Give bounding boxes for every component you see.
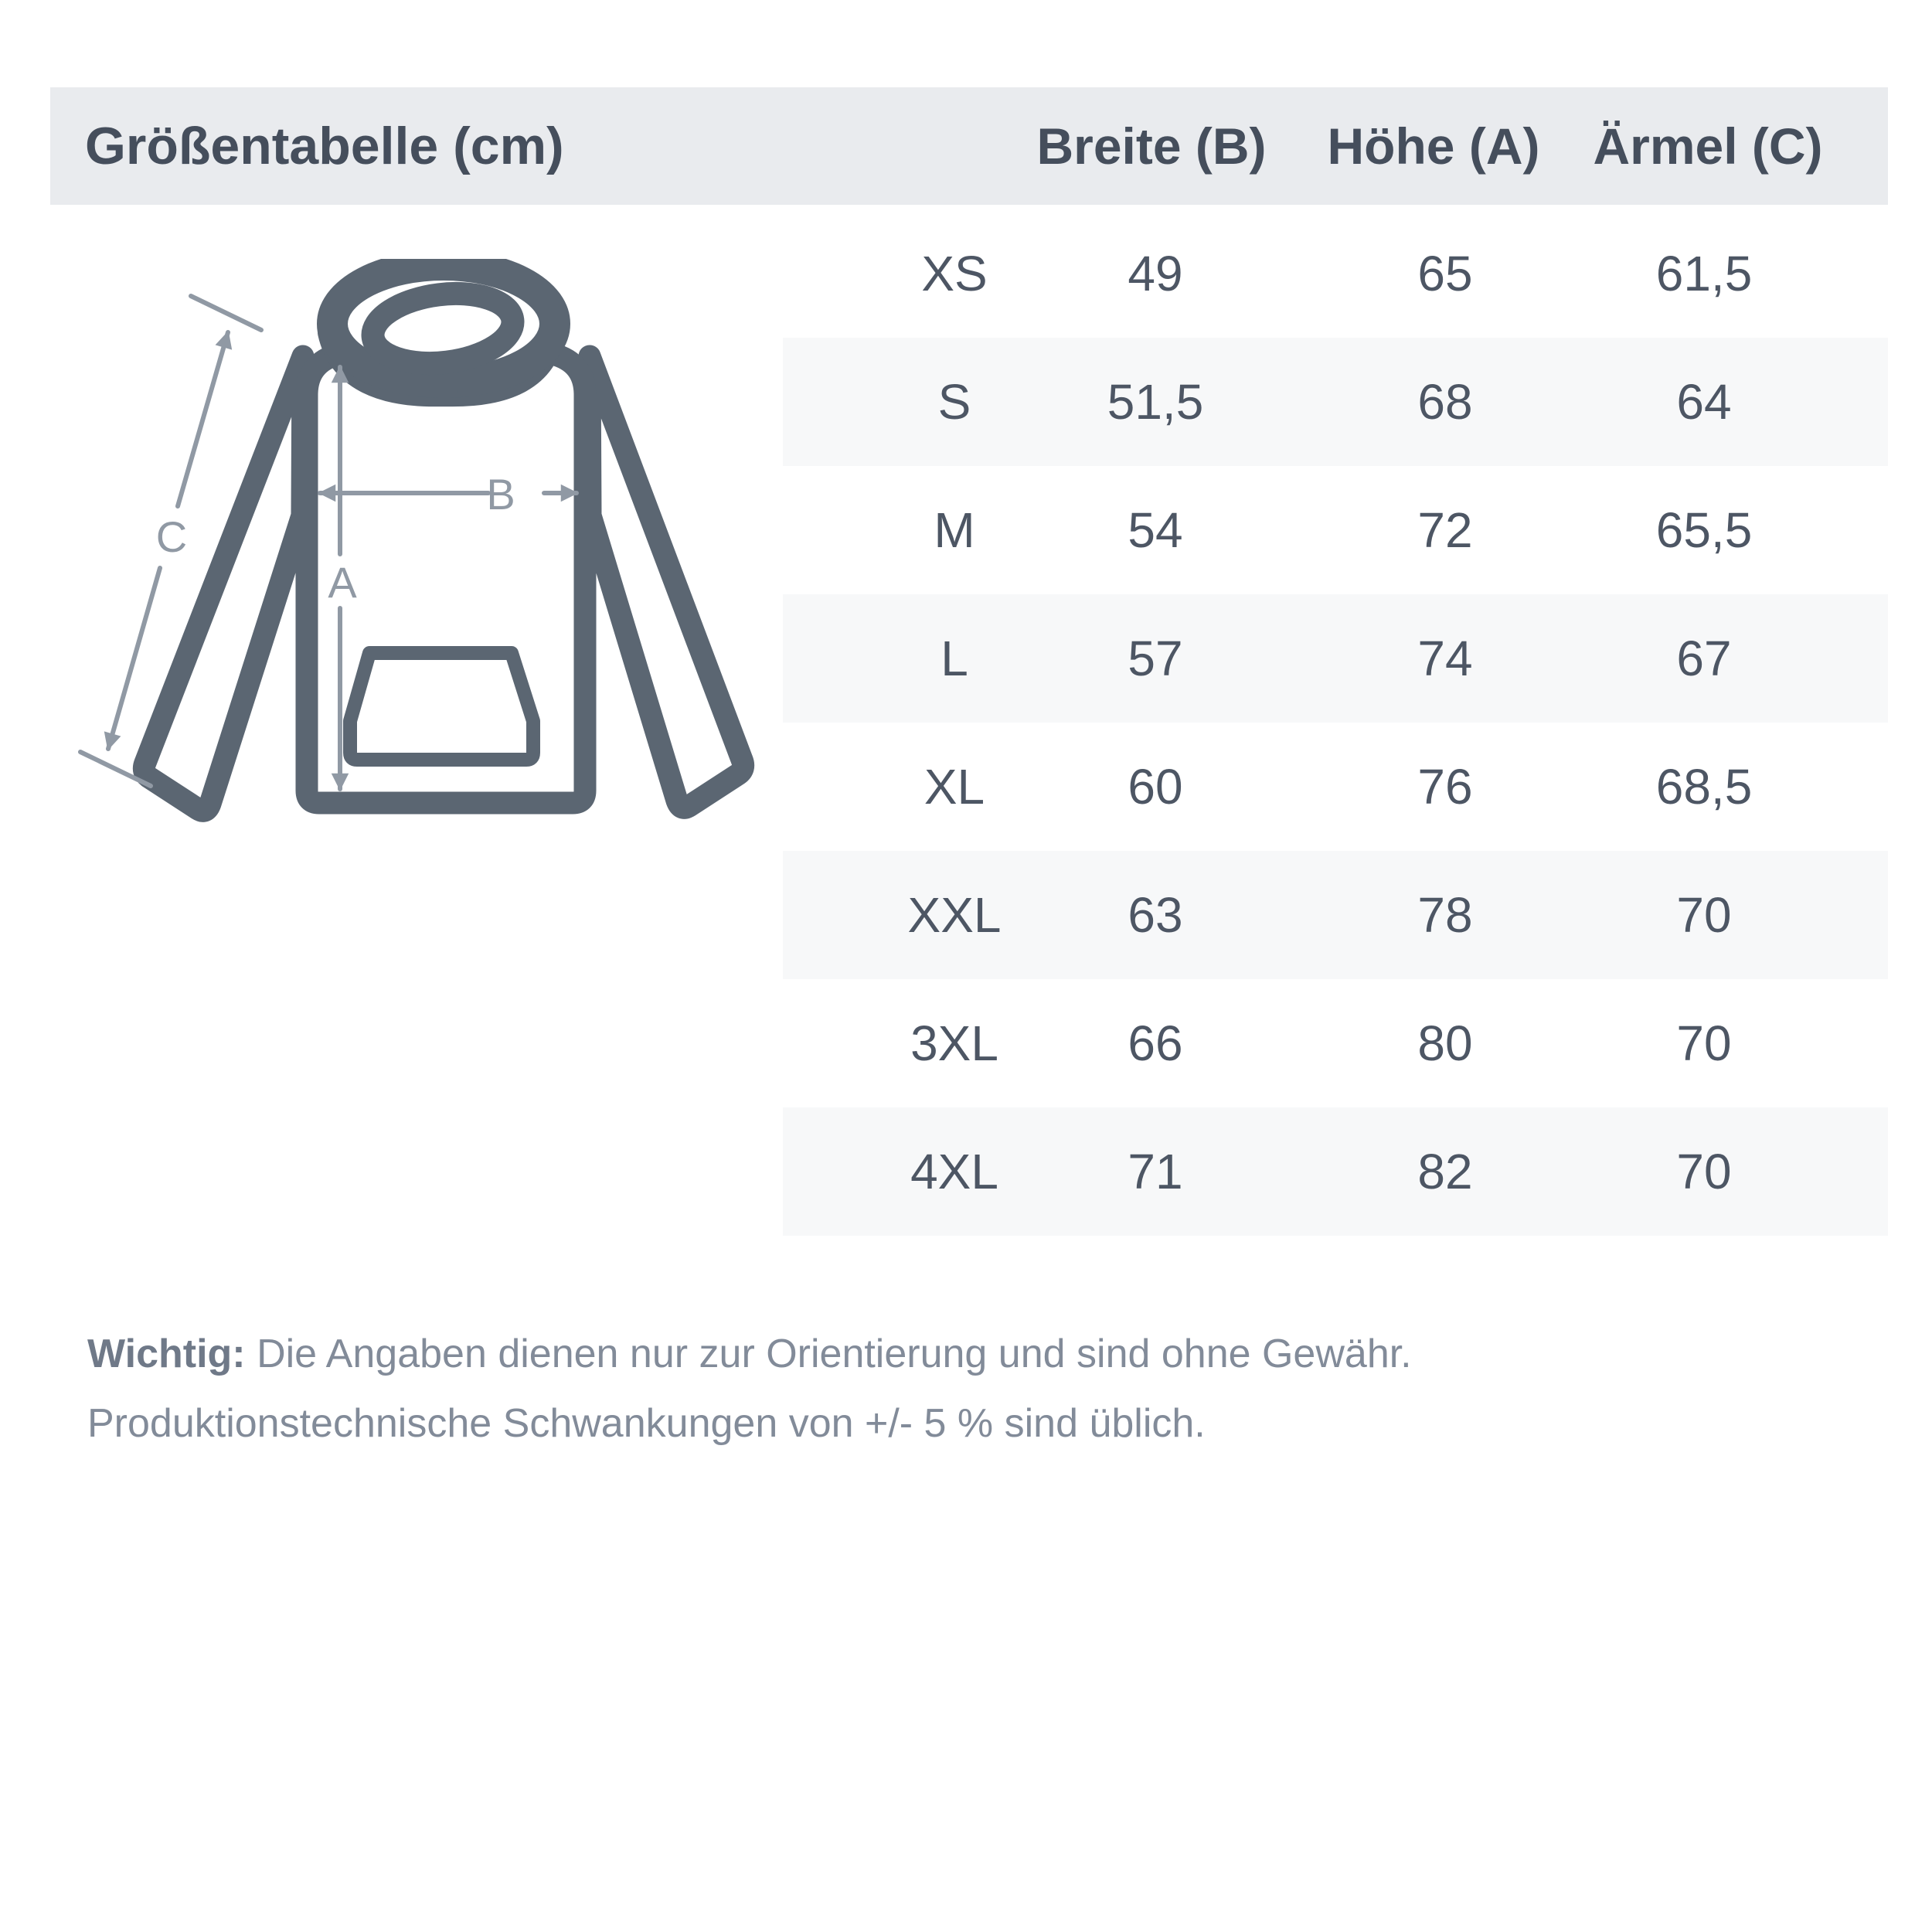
size-label: XS	[921, 246, 988, 301]
column-header-breite: Breite (B)	[1036, 117, 1267, 175]
size-label: M	[934, 502, 975, 558]
value-breite: 60	[1128, 759, 1183, 815]
value-breite: 49	[1128, 246, 1183, 301]
value-breite: 54	[1128, 502, 1183, 558]
value-hoehe: 68	[1417, 374, 1473, 430]
value-aermel: 68,5	[1655, 759, 1753, 815]
value-aermel: 65,5	[1655, 502, 1753, 558]
table-row	[50, 594, 1888, 723]
table-row	[50, 1107, 1888, 1236]
table-row	[50, 466, 1888, 594]
table-row	[50, 209, 1888, 338]
disclaimer-prefix: Wichtig:	[87, 1332, 246, 1376]
value-hoehe: 80	[1417, 1015, 1473, 1071]
value-hoehe: 74	[1417, 631, 1473, 686]
value-aermel: 64	[1676, 374, 1732, 430]
disclaimer-line2: Produktionstechnische Schwankungen von +/- 5 % sind üblich.	[87, 1401, 1206, 1446]
table-row	[50, 851, 1888, 979]
measure-c-label: C	[155, 512, 188, 561]
value-hoehe: 82	[1417, 1144, 1473, 1199]
size-table	[50, 209, 1888, 1236]
value-aermel: 70	[1676, 1144, 1732, 1199]
value-breite: 63	[1128, 887, 1183, 943]
size-label: XL	[923, 759, 985, 815]
value-hoehe: 72	[1417, 502, 1473, 558]
disclaimer-line1: Die Angaben dienen nur zur Orientierung und sind ohne Gewähr.	[257, 1332, 1412, 1376]
value-hoehe: 76	[1417, 759, 1473, 815]
disclaimer-note	[87, 1319, 1849, 1458]
table-row	[50, 723, 1888, 851]
table-row	[50, 979, 1888, 1107]
measure-b-label: B	[486, 470, 515, 519]
value-aermel: 70	[1676, 887, 1732, 943]
value-hoehe: 78	[1417, 887, 1473, 943]
value-breite: 66	[1128, 1015, 1183, 1071]
value-aermel: 61,5	[1655, 246, 1753, 301]
value-aermel: 70	[1676, 1015, 1732, 1071]
size-label: 4XL	[910, 1144, 998, 1199]
column-header-aermel: Ärmel (C)	[1593, 117, 1823, 175]
measure-a-label: A	[328, 558, 357, 607]
size-chart-title: Größentabelle (cm)	[85, 117, 564, 175]
size-label: XXL	[907, 887, 1002, 943]
size-label: L	[940, 631, 968, 686]
table-row	[50, 338, 1888, 466]
value-aermel: 67	[1676, 631, 1732, 686]
size-label: S	[937, 374, 971, 430]
value-hoehe: 65	[1417, 246, 1473, 301]
value-breite: 51,5	[1107, 374, 1204, 430]
size-label: 3XL	[910, 1015, 998, 1071]
table-header-bar	[50, 87, 1888, 205]
column-header-hoehe: Höhe (A)	[1327, 117, 1540, 175]
value-breite: 71	[1128, 1144, 1183, 1199]
value-breite: 57	[1128, 631, 1183, 686]
